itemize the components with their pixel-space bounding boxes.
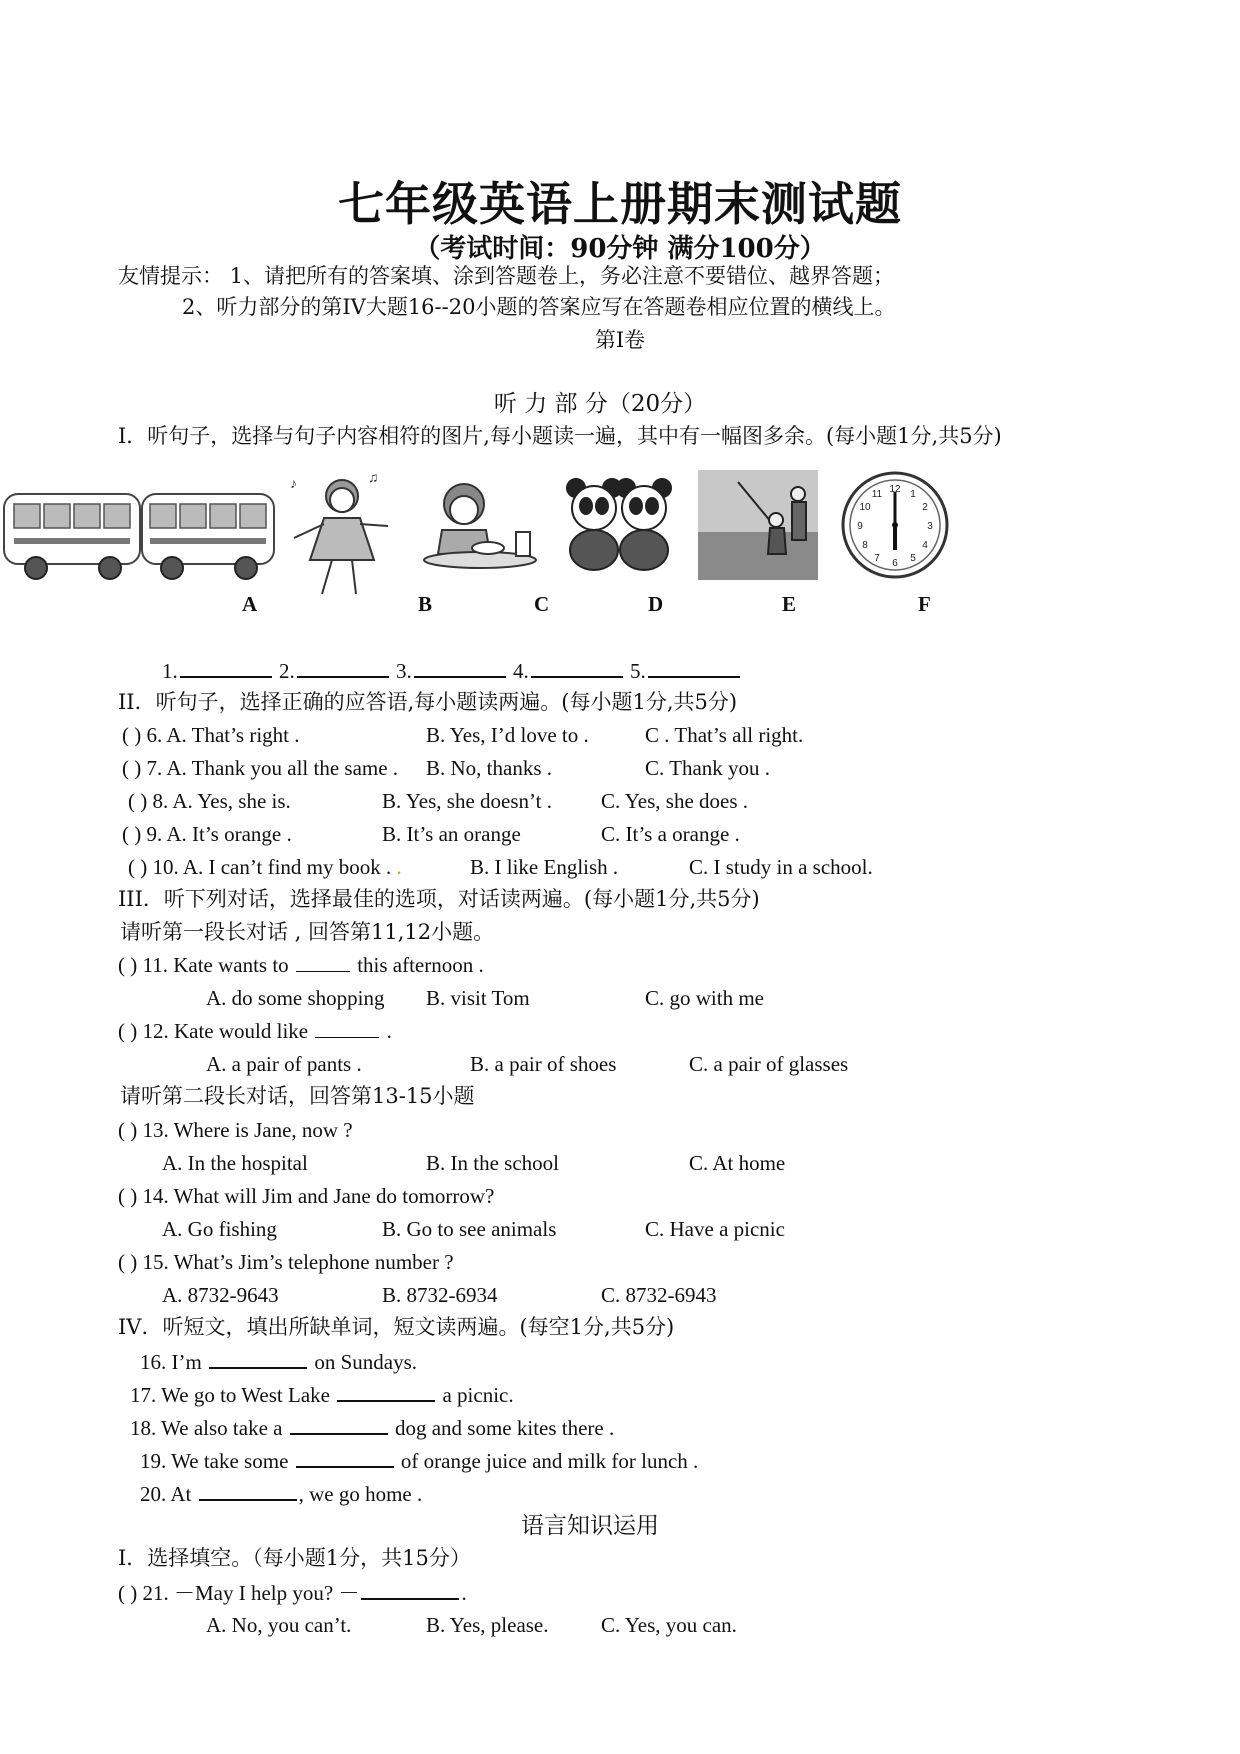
question-18-blank[interactable]	[290, 1413, 388, 1435]
svg-text:10: 10	[859, 502, 871, 513]
svg-text:7: 7	[874, 553, 880, 564]
question-17: 17. We go to West Lake a picnic.	[130, 1380, 514, 1409]
tip-1: 友情提示： 1、请把所有的答案填、涂到答题卷上，务必注意不要错位、越界答题；	[118, 264, 895, 288]
part2-heading: II．听句子，选择正确的应答语,每小题读两遍。(每小题1分,共5分)	[118, 690, 738, 714]
part4-heading: IV．听短文，填出所缺单词，短文读两遍。(每空1分,共5分)	[118, 1315, 675, 1339]
question-8-option-b: B. Yes, she doesn’t .	[382, 789, 552, 813]
exam-info: （考试时间：90分钟 满分100分）	[414, 234, 826, 264]
question-19-blank[interactable]	[296, 1446, 394, 1468]
question-11-option-c: C. go with me	[645, 986, 764, 1010]
answer-blank-3[interactable]	[414, 656, 506, 678]
question-11: ( ) 11. Kate wants to this afternoon .	[118, 953, 484, 977]
question-7: ( ) 7. A. Thank you all the same .	[122, 756, 399, 780]
singing-girl-icon	[284, 468, 400, 605]
question-7-option-b: B. No, thanks .	[426, 756, 552, 780]
question-9-option-b: B. It’s an orange	[382, 822, 521, 846]
svg-text:♫: ♫	[368, 471, 379, 486]
question-13-option-b: B. In the school	[426, 1151, 559, 1175]
question-16-blank[interactable]	[209, 1347, 307, 1369]
question-11-option-a: A. do some shopping	[206, 986, 385, 1010]
question-12-option-b: B. a pair of shoes	[470, 1052, 617, 1076]
question-19: 19. We take some of orange juice and milk for lunch .	[140, 1446, 698, 1475]
picture-label-c: C	[534, 592, 550, 616]
question-20: 20. At , we go home .	[140, 1479, 422, 1508]
question-15-option-c: C. 8732-6943	[601, 1283, 717, 1307]
clock-icon	[840, 470, 950, 585]
language-title: 语言知识运用	[521, 1513, 659, 1539]
svg-text:♪: ♪	[290, 477, 297, 492]
dialog2-intro: 请听第二段长对话，回答第13-15小题	[120, 1084, 475, 1108]
question-9: ( ) 9. A. It’s orange .	[122, 822, 292, 846]
question-10-option-b: B. I like English .	[470, 855, 619, 879]
svg-text:1: 1	[910, 489, 916, 500]
part1-answer-row: 1. 2. 3. 4. 5.	[162, 656, 742, 685]
question-13-option-a: A. In the hospital	[162, 1151, 308, 1175]
picture-label-e: E	[782, 592, 797, 616]
question-21: ( ) 21. －May I help you? － .	[118, 1578, 467, 1607]
part1-heading: I．听句子，选择与句子内容相符的图片,每小题读一遍，其中有一幅图多余。(每小题1分,共5分)	[118, 424, 1002, 448]
question-8-option-c: C. Yes, she does .	[601, 789, 749, 813]
answer-blank-1[interactable]	[180, 656, 272, 678]
question-12-option-c: C. a pair of glasses	[689, 1052, 849, 1076]
question-12-option-a: A. a pair of pants .	[206, 1052, 362, 1076]
question-15: ( ) 15. What’s Jim’s telephone number ?	[118, 1250, 454, 1274]
svg-text:4: 4	[922, 540, 928, 551]
question-6-option-c: C . That’s all right.	[645, 723, 804, 747]
picture-label-d: D	[648, 592, 664, 616]
svg-text:8: 8	[862, 540, 868, 551]
picture-label-f: F	[918, 592, 931, 616]
part3-heading: III．听下列对话，选择最佳的选项，对话读两遍。(每小题1分,共5分)	[118, 887, 760, 911]
question-20-blank[interactable]	[199, 1479, 297, 1501]
eating-boy-icon	[416, 474, 544, 575]
question-21-option-b: B. Yes, please.	[426, 1613, 549, 1637]
answer-blank-5[interactable]	[648, 656, 740, 678]
svg-text:5: 5	[910, 553, 916, 564]
question-8: ( ) 8. A. Yes, she is.	[128, 789, 291, 813]
question-12: ( ) 12. Kate would like .	[118, 1019, 392, 1043]
tip-2: 2、听力部分的第IV大题16--20小题的答案应写在答题卷相应位置的横线上。	[182, 295, 896, 319]
question-11-option-b: B. visit Tom	[426, 986, 530, 1010]
page-title: 七年级英语上册期末测试题	[338, 177, 902, 231]
volume-label: 第I卷	[594, 328, 646, 352]
question-21-option-a: A. No, you can’t.	[206, 1613, 352, 1637]
question-10: ( ) 10. A. I can’t find my book . .	[128, 855, 402, 879]
question-14: ( ) 14. What will Jim and Jane do tomorrow?	[118, 1184, 495, 1208]
question-15-option-b: B. 8732-6934	[382, 1283, 498, 1307]
question-14-option-a: A. Go fishing	[162, 1217, 277, 1241]
question-11-blank	[296, 951, 350, 972]
question-6: ( ) 6. A. That’s right .	[122, 723, 300, 747]
question-21-blank[interactable]	[361, 1578, 459, 1600]
svg-text:11: 11	[871, 489, 883, 500]
dialog1-intro: 请听第一段长对话 , 回答第11,12小题。	[120, 920, 495, 944]
listening-title: 听 力 部 分（20分）	[493, 391, 707, 417]
language-part1-heading: I．选择填空。（每小题1分，共15分）	[118, 1546, 471, 1570]
question-14-option-b: B. Go to see animals	[382, 1217, 557, 1241]
question-6-option-b: B. Yes, I’d love to .	[426, 723, 589, 747]
question-21-option-c: C. Yes, you can.	[601, 1613, 737, 1637]
question-7-option-c: C. Thank you .	[645, 756, 771, 780]
question-13: ( ) 13. Where is Jane, now ?	[118, 1118, 353, 1142]
question-14-option-c: C. Have a picnic	[645, 1217, 785, 1241]
answer-blank-2[interactable]	[297, 656, 389, 678]
question-9-option-c: C. It’s a orange .	[601, 822, 740, 846]
question-16: 16. I’m on Sundays.	[140, 1347, 417, 1376]
picture-label-b: B	[418, 592, 433, 616]
answer-blank-4[interactable]	[531, 656, 623, 678]
bus-icon	[0, 488, 278, 589]
question-13-option-c: C. At home	[689, 1151, 786, 1175]
svg-text:9: 9	[857, 521, 863, 532]
svg-text:3: 3	[927, 521, 933, 532]
question-10-option-c: C. I study in a school.	[689, 855, 873, 879]
question-15-option-a: A. 8732-9643	[162, 1283, 279, 1307]
svg-text:12: 12	[889, 484, 901, 495]
question-12-blank	[315, 1017, 379, 1038]
picture-label-a: A	[242, 592, 258, 616]
question-17-blank[interactable]	[337, 1380, 435, 1402]
svg-text:6: 6	[892, 558, 898, 569]
svg-text:2: 2	[922, 502, 928, 513]
question-18: 18. We also take a dog and some kites there .	[130, 1413, 614, 1442]
fishing-icon	[698, 470, 818, 585]
pandas-icon	[560, 474, 678, 579]
